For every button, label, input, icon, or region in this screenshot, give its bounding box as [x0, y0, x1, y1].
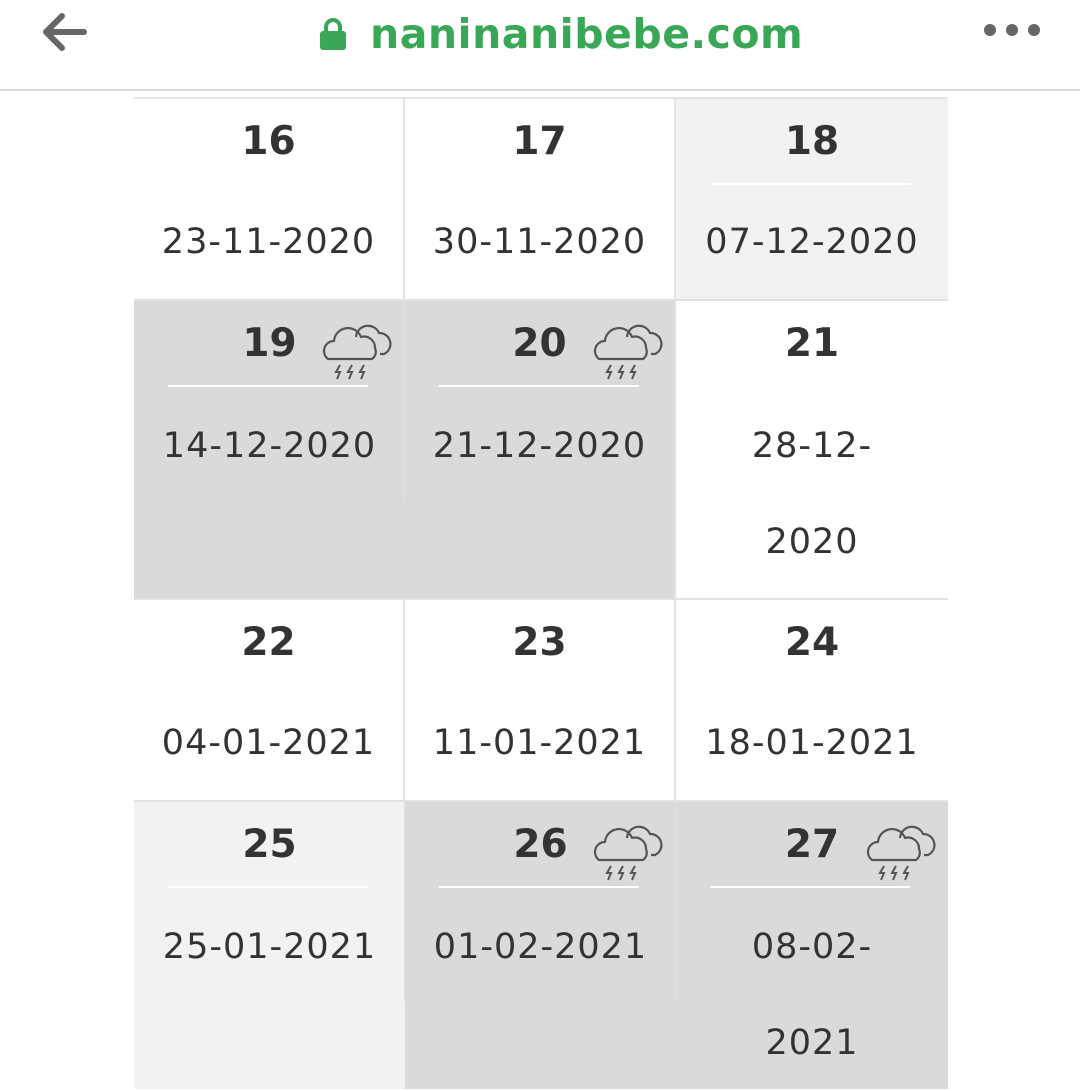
week-date: 11-01-2021 [432, 723, 647, 763]
week-number: 18 [784, 119, 840, 164]
week-divider [710, 886, 910, 888]
week-number: 20 [512, 321, 567, 366]
address-bar[interactable] [318, 6, 803, 62]
week-cell-17[interactable] [405, 99, 676, 301]
back-button[interactable] [38, 10, 90, 54]
browser-toolbar [0, 0, 1080, 91]
lock-icon [318, 17, 348, 51]
week-date: 18-01-2021 [705, 723, 919, 763]
week-number: 27 [784, 822, 840, 867]
week-date: 07-12-2020 [705, 222, 919, 262]
pregnancy-week-calendar [134, 91, 948, 1089]
week-cell-20[interactable] [405, 301, 676, 600]
week-divider [710, 183, 910, 185]
url-text: naninanibebe.com [370, 10, 804, 58]
week-date-line2: 2021 [765, 1023, 859, 1063]
week-number: 19 [242, 321, 297, 366]
week-cell-23[interactable] [405, 600, 676, 802]
week-number: 21 [784, 321, 840, 366]
more-options-button[interactable] [982, 20, 1042, 40]
week-date: 01-02-2021 [433, 927, 648, 967]
week-date: 25-01-2021 [162, 927, 377, 967]
week-date: 14-12-2020 [162, 426, 377, 466]
week-cell-22[interactable] [134, 600, 405, 802]
week-date-line1: 28-12- [751, 426, 873, 466]
thunderstorm-icon [314, 313, 398, 383]
week-cell-16[interactable] [134, 99, 405, 301]
thunderstorm-icon [585, 814, 669, 884]
week-number: 23 [512, 620, 567, 665]
week-date: 04-01-2021 [161, 723, 376, 763]
week-cell-25[interactable] [134, 802, 405, 1089]
week-date: 30-11-2020 [432, 222, 647, 262]
thunderstorm-icon [585, 313, 669, 383]
week-divider [439, 385, 639, 387]
week-number: 24 [784, 620, 840, 665]
week-number: 16 [241, 119, 296, 164]
week-date-line2: 2020 [765, 522, 859, 562]
week-cell-26[interactable] [405, 802, 676, 1089]
week-cell-18[interactable] [676, 99, 948, 301]
week-cell-19[interactable] [134, 301, 405, 600]
week-divider [439, 886, 639, 888]
more-horizontal-icon [982, 20, 1042, 40]
week-number: 25 [242, 822, 297, 867]
arrow-left-icon [38, 10, 90, 54]
week-cell-21[interactable] [676, 301, 948, 600]
week-date: 23-11-2020 [161, 222, 376, 262]
week-number: 17 [512, 119, 567, 164]
week-cell-27[interactable] [676, 802, 948, 1089]
week-date-line1: 08-02- [751, 927, 873, 967]
week-divider [168, 886, 368, 888]
week-number: 26 [513, 822, 568, 867]
week-date: 21-12-2020 [432, 426, 647, 466]
week-cell-24[interactable] [676, 600, 948, 802]
week-divider [168, 385, 368, 387]
thunderstorm-icon [858, 814, 942, 884]
week-number: 22 [241, 620, 296, 665]
